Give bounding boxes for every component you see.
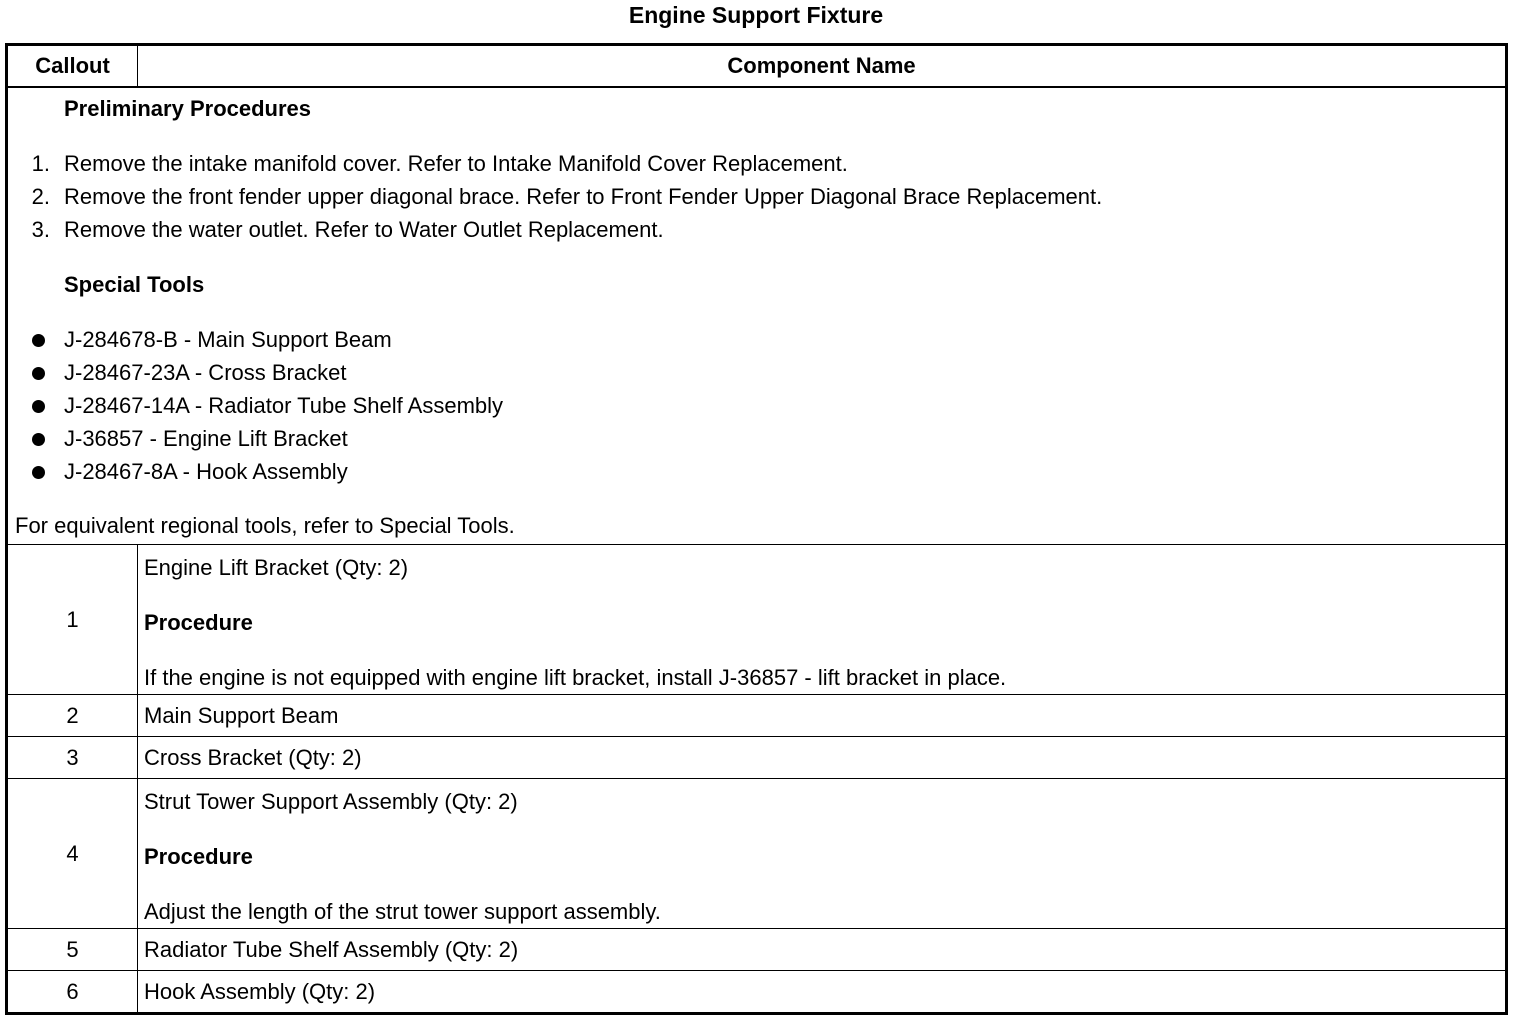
bullet-icon: [32, 400, 45, 413]
component-cell: [138, 545, 1507, 695]
preliminary-cell: [7, 87, 1507, 545]
callout-cell: 5: [7, 929, 138, 971]
table-row: [7, 737, 1507, 779]
procedure-label: Procedure: [144, 844, 253, 869]
component-name: Engine Lift Bracket (Qty: 2): [144, 555, 409, 580]
table-header-row: [7, 45, 1507, 88]
bullet-icon: [32, 367, 45, 380]
preliminary-row: [7, 87, 1507, 545]
table-row: [7, 779, 1507, 929]
table-row: [7, 929, 1507, 971]
regional-tools-note: For equivalent regional tools, refer to Special Tools.: [15, 513, 515, 538]
tool-item: J-284678-B - Main Support Beam: [64, 327, 392, 352]
tool-item: J-28467-14A - Radiator Tube Shelf Assembly: [64, 393, 504, 418]
component-table: [5, 43, 1508, 1015]
step-text: Remove the front fender upper diagonal brace. Refer to Front Fender Upper Diagonal Brace Replacement.: [64, 184, 1103, 209]
bullet-icon: [32, 433, 45, 446]
callout-cell: 6: [7, 971, 138, 1014]
component-name: Radiator Tube Shelf Assembly (Qty: 2): [138, 929, 1507, 971]
header-component-name: Component Name: [138, 45, 1507, 88]
header-callout: Callout: [7, 45, 138, 88]
callout-cell: 4: [7, 779, 138, 929]
special-tools-heading: Special Tools: [64, 272, 205, 297]
page-title: Engine Support Fixture: [628, 2, 884, 28]
component-name: Cross Bracket (Qty: 2): [138, 737, 1507, 779]
step-number: 2.: [31, 184, 50, 209]
procedure-text: If the engine is not equipped with engine lift bracket, install J-36857 - lift bracket in place.: [144, 665, 1007, 690]
step-number: 3.: [31, 217, 50, 242]
callout-cell: 3: [7, 737, 138, 779]
table-row: [7, 695, 1507, 737]
callout-cell: 2: [7, 695, 138, 737]
component-cell: [138, 779, 1507, 929]
step-number: 1.: [31, 151, 50, 176]
procedure-text: Adjust the length of the strut tower support assembly.: [144, 899, 661, 924]
step-text: Remove the water outlet. Refer to Water Outlet Replacement.: [64, 217, 664, 242]
bullet-icon: [32, 334, 45, 347]
preliminary-heading: Preliminary Procedures: [64, 96, 312, 121]
procedure-label: Procedure: [144, 610, 253, 635]
table-row: [7, 971, 1507, 1014]
step-text: Remove the intake manifold cover. Refer to Intake Manifold Cover Replacement.: [64, 151, 848, 176]
component-name: Main Support Beam: [138, 695, 1507, 737]
callout-cell: 1: [7, 545, 138, 695]
tool-item: J-28467-23A - Cross Bracket: [64, 360, 347, 385]
table-row: [7, 545, 1507, 695]
tool-item: J-28467-8A - Hook Assembly: [64, 459, 348, 484]
bullet-icon: [32, 466, 45, 479]
component-name: Hook Assembly (Qty: 2): [138, 971, 1507, 1014]
component-name: Strut Tower Support Assembly (Qty: 2): [144, 789, 518, 814]
tool-item: J-36857 - Engine Lift Bracket: [64, 426, 348, 451]
